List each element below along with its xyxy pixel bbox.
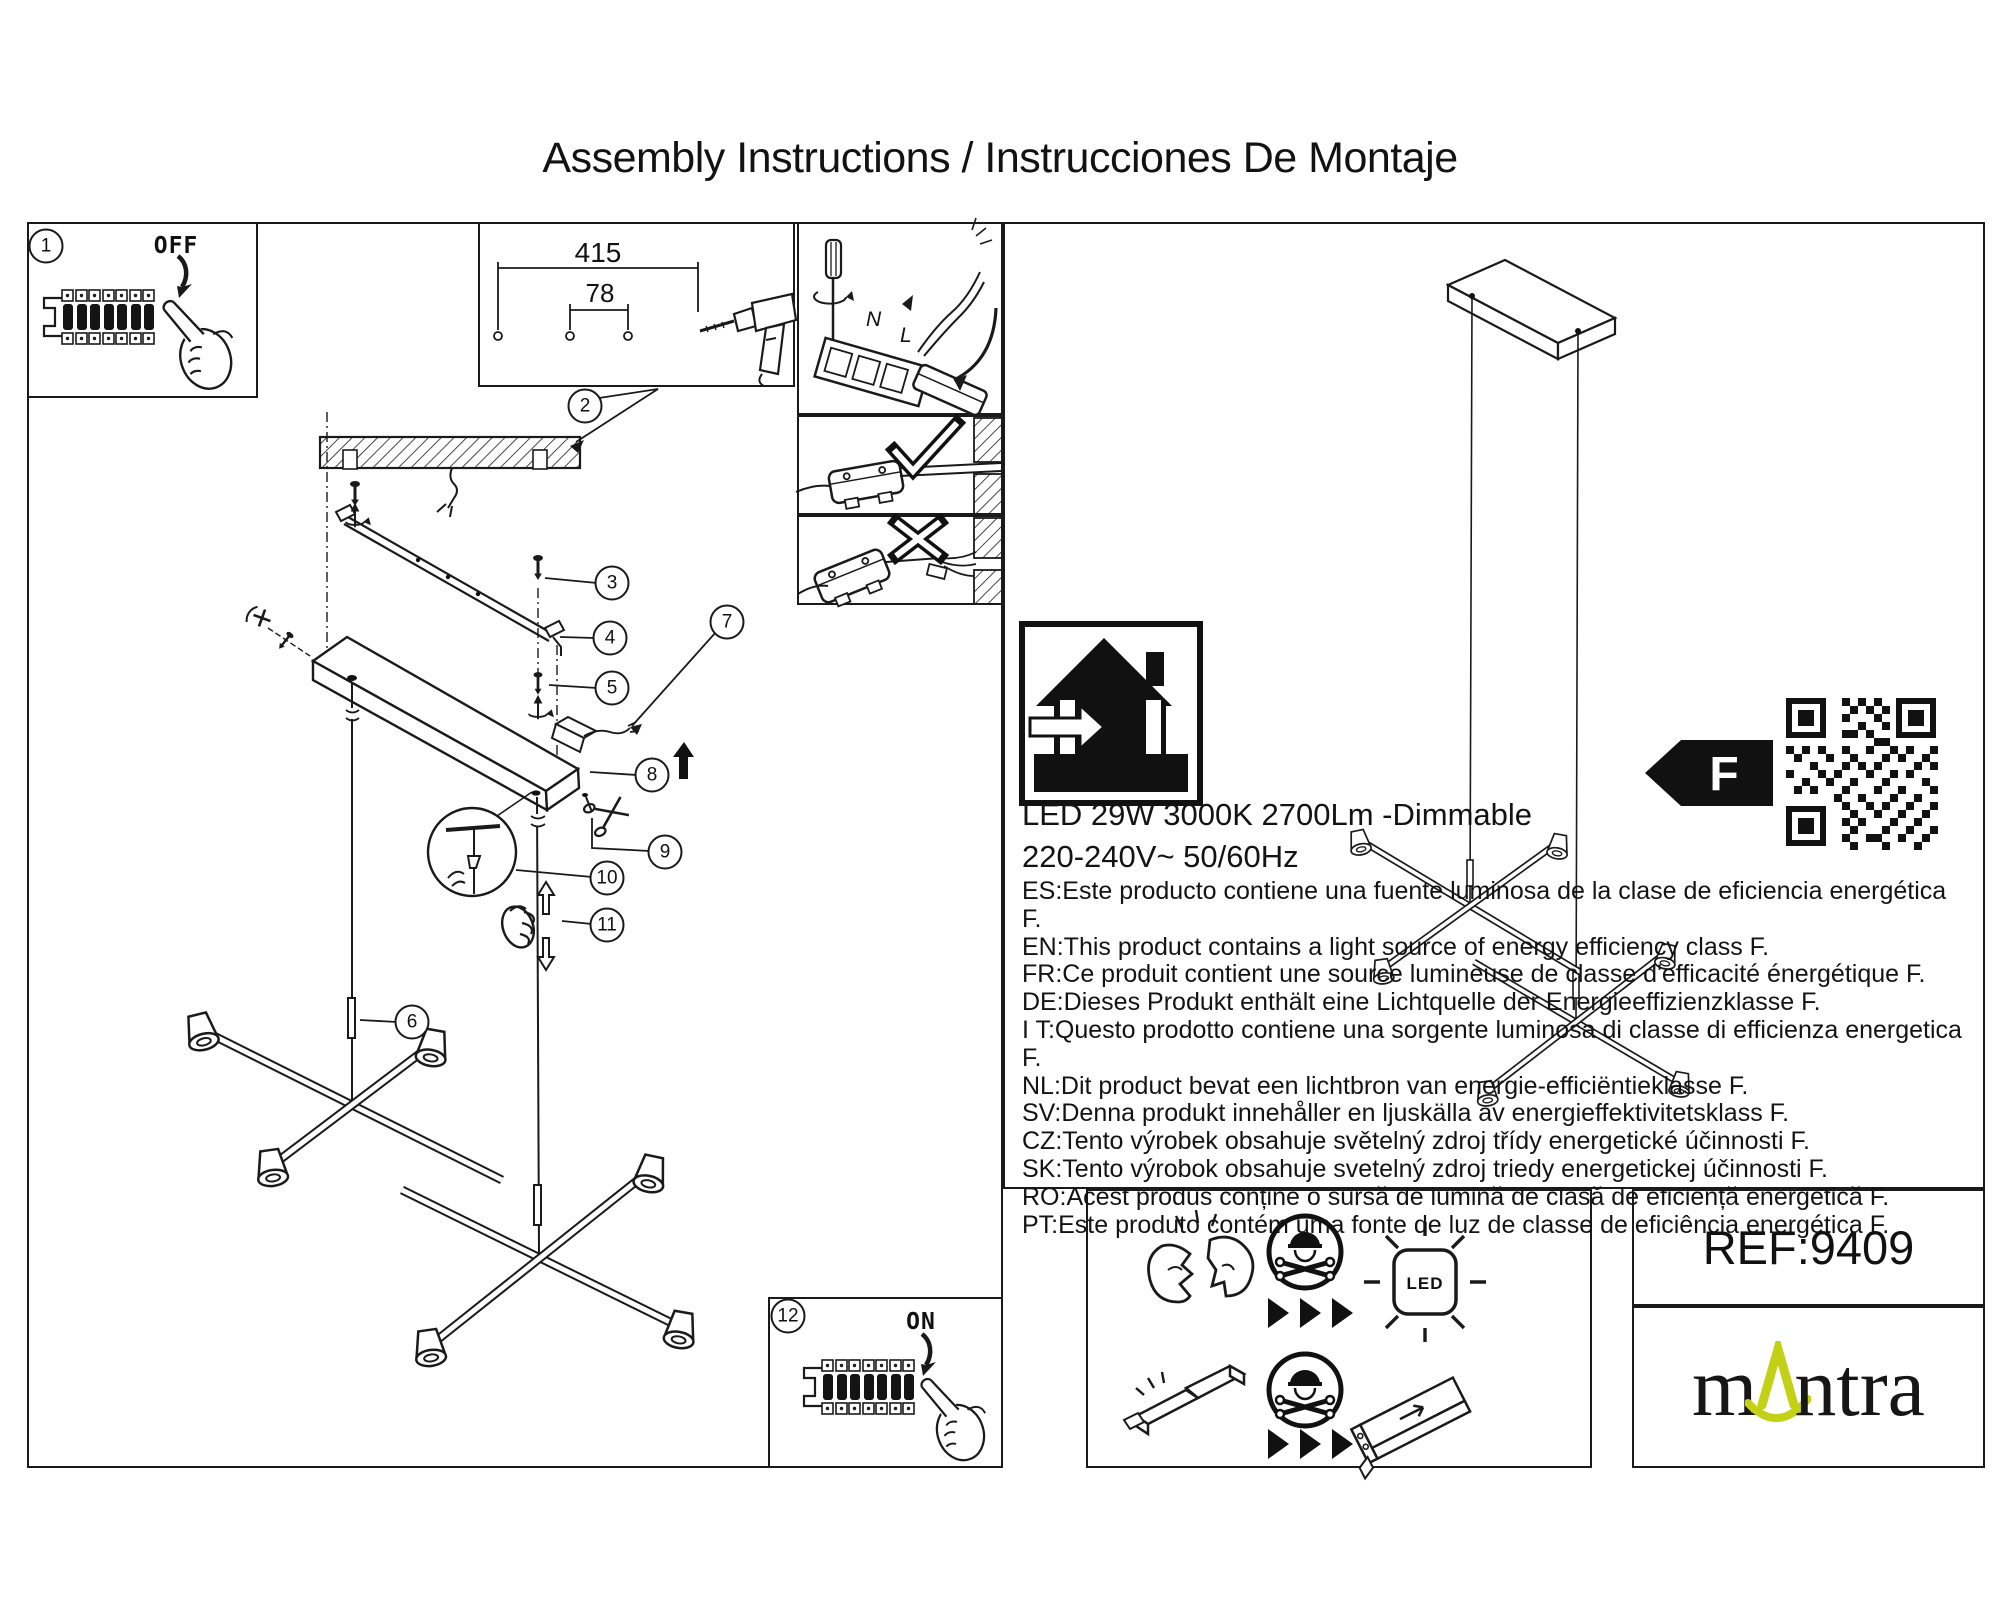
- lang-line-sv: SV:Denna produkt innehåller en ljuskälla av energieffektivitetsklass F.: [1022, 1099, 1790, 1128]
- step-callout-8: 8: [635, 758, 670, 793]
- brand-logo: [1632, 1306, 1985, 1468]
- lang-line-it: I T:Questo prodotto contiene una sorgente luminosa di classe di efficienza energetica F.: [1022, 1015, 1962, 1072]
- brand-logo-right: ntra: [1794, 1340, 1925, 1434]
- step-callout-6: 6: [395, 1005, 430, 1040]
- canopy-connector: [552, 717, 639, 752]
- qualified-person-icon-2: [1269, 1354, 1341, 1426]
- adjusting-hand-icon: [497, 902, 540, 952]
- lang-line-de: DE:Dieses Produkt enthält eine Lichtquelle der Energieeffizienzklasse F.: [1022, 988, 1821, 1017]
- reference-number: REF:9409: [1702, 1221, 1915, 1274]
- drilling-template-illustration: [494, 237, 796, 386]
- energy-class-letter: F: [1709, 748, 1739, 801]
- breaker-on-illustration: [804, 1334, 992, 1467]
- led-driver-icon: [1342, 1378, 1475, 1479]
- check-mark-icon: [894, 423, 957, 471]
- cross-mark-icon: [896, 522, 940, 556]
- step-callout-5: 5: [595, 671, 630, 706]
- lang-line-fr: FR:Ce produit contient une source lumineuse de classe d'efficacité énergétique F.: [1022, 960, 1926, 989]
- push-up-arrow-icon: [673, 742, 694, 779]
- lang-line-cz: CZ:Tento výrobek obsahuje světelný zdroj třídy energetické účinnosti F.: [1022, 1127, 1810, 1156]
- lang-line-es: ES:Este producto contiene una fuente luminosa de la clase de eficiencia energética F.: [1022, 877, 1947, 933]
- broken-driver-icon: [1124, 1366, 1244, 1434]
- led-module-icon: [1364, 1222, 1486, 1342]
- dimension-inner-label: 78: [585, 278, 615, 308]
- connector-incorrect-illustration: [798, 518, 1002, 611]
- lang-line-pt: PT:Este produto contém uma fonte de luz de classe de eficiência energética F.: [1022, 1210, 1890, 1239]
- neutral-terminal-label: N: [866, 308, 882, 331]
- step-callout-3: 3: [595, 566, 630, 601]
- dimension-total-label: 415: [574, 237, 622, 268]
- lang-line-en: EN:This product contains a light source of energy efficiency class F.: [1022, 932, 1770, 961]
- step-callout-1: 1: [29, 229, 64, 264]
- lang-line-sk: SK:Tento výrobok obsahuje svetelný zdroj triedy energetickej účinnosti F.: [1022, 1154, 1828, 1183]
- step-callout-2: 2: [568, 389, 603, 424]
- terminal-block-icon: [815, 338, 930, 406]
- lang-line-ro: RO:Acest produs conține o sursă de lumină de clasă de eficiență energetică F.: [1022, 1182, 1890, 1211]
- wiring-detail-illustration: [814, 218, 996, 417]
- mounting-bracket: [336, 505, 564, 656]
- spec-line-1: LED 29W 3000K 2700Lm -Dimmable: [1022, 797, 1533, 832]
- chandelier-frame: [183, 1011, 699, 1368]
- power-off-label: OFF: [153, 233, 199, 259]
- energy-class-statements: [1022, 878, 1972, 1239]
- page-title: Assembly Instructions / Instrucciones De Montaje: [542, 134, 1458, 182]
- step-callout-12: 12: [771, 1299, 806, 1334]
- ceiling-mounting-illustration: [183, 389, 716, 1368]
- led-badge-label: LED: [1406, 1274, 1444, 1293]
- drill-icon: [700, 294, 796, 386]
- connector-correct-illustration: [796, 418, 1002, 514]
- step-callout-7: 7: [710, 605, 745, 640]
- step-callout-11: 11: [590, 908, 625, 943]
- step-callout-10: 10: [590, 861, 625, 896]
- triangle-separator-row2: [1268, 1429, 1353, 1459]
- brand-logo-left: m: [1692, 1340, 1758, 1434]
- live-terminal-label: L: [900, 324, 912, 347]
- power-on-label: ON: [906, 1309, 936, 1335]
- product-specs: [1022, 794, 1532, 878]
- step-callout-4: 4: [593, 621, 628, 656]
- mains-wire: [437, 468, 457, 517]
- spec-line-2: 220-240V~ 50/60Hz: [1022, 839, 1299, 874]
- house-energy-icon: [1022, 624, 1200, 803]
- step-callout-9: 9: [648, 835, 683, 870]
- cable-lock-detail-magnifier: [428, 792, 532, 896]
- triangle-separator-row1: [1268, 1298, 1353, 1328]
- screwdriver-icon: [814, 240, 854, 356]
- qr-code: [1780, 692, 1946, 854]
- breaker-off-illustration: [44, 256, 239, 396]
- lang-line-nl: NL:Dit product bevat een lichtbron van energie-efficiëntieklasse F.: [1022, 1071, 1749, 1100]
- energy-class-arrow: [1645, 740, 1773, 806]
